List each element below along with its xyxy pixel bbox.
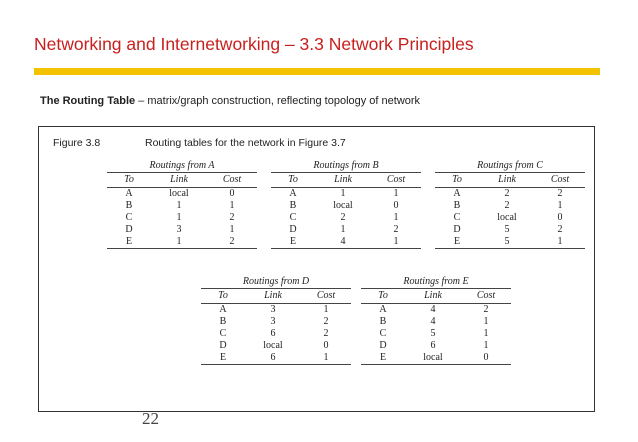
table-header-row [361, 289, 511, 304]
cell-cost: 1 [483, 340, 489, 351]
table-row [201, 352, 351, 365]
cell-link: 3 [176, 224, 182, 235]
cell-link: local [263, 340, 283, 351]
cell-cost: 1 [557, 236, 563, 247]
table-row [271, 224, 421, 236]
cell-cost: 2 [393, 224, 399, 235]
table-title: Routings from B [271, 159, 421, 173]
cell-to: E [219, 352, 227, 363]
cell-link: 1 [176, 236, 182, 247]
figure-label: Figure 3.8 [53, 137, 101, 149]
cell-to: D [125, 224, 133, 235]
cell-link: 4 [430, 316, 436, 327]
header-link: Link [170, 174, 188, 185]
table-row [361, 316, 511, 328]
cell-cost: 1 [393, 188, 399, 199]
table-row [201, 340, 351, 352]
header-cost: Cost [222, 174, 242, 185]
cell-cost: 2 [229, 236, 235, 247]
table-row [201, 316, 351, 328]
header-to: To [378, 290, 388, 301]
cell-cost: 1 [229, 200, 235, 211]
cell-cost: 0 [229, 188, 235, 199]
cell-to: B [219, 316, 227, 327]
cell-to: B [125, 200, 133, 211]
cell-link: 2 [504, 188, 510, 199]
table-row [107, 236, 257, 249]
cell-cost: 1 [557, 200, 563, 211]
cell-cost: 2 [483, 304, 489, 315]
routing-table-a [107, 159, 257, 249]
table-row [361, 352, 511, 365]
cell-link: 3 [270, 304, 276, 315]
table-header-row [201, 289, 351, 304]
cell-to: B [289, 200, 297, 211]
cell-link: 6 [270, 328, 276, 339]
header-cost: Cost [550, 174, 570, 185]
cell-to: E [125, 236, 133, 247]
cell-to: E [379, 352, 387, 363]
cell-cost: 1 [393, 212, 399, 223]
cell-cost: 1 [393, 236, 399, 247]
table-row [361, 340, 511, 352]
cell-link: local [169, 188, 189, 199]
cell-cost: 1 [483, 316, 489, 327]
cell-link: local [333, 200, 353, 211]
table-row [435, 188, 585, 200]
table-row [435, 212, 585, 224]
table-title: Routings from D [201, 275, 351, 289]
subtitle-description: – matrix/graph construction, reflecting topology of network [135, 95, 421, 107]
cell-cost: 0 [323, 340, 329, 351]
cell-link: 6 [270, 352, 276, 363]
cell-to: A [289, 188, 297, 199]
header-cost: Cost [476, 290, 496, 301]
table-title: Routings from E [361, 275, 511, 289]
cell-link: 1 [340, 224, 346, 235]
header-link: Link [424, 290, 442, 301]
table-header-row [107, 173, 257, 188]
cell-to: C [453, 212, 461, 223]
cell-to: D [219, 340, 227, 351]
table-row [435, 236, 585, 249]
page-number: 22 [142, 409, 159, 424]
cell-to: A [125, 188, 133, 199]
cell-cost: 1 [323, 304, 329, 315]
header-cost: Cost [386, 174, 406, 185]
table-row [201, 328, 351, 340]
table-title: Routings from A [107, 159, 257, 173]
header-cost: Cost [316, 290, 336, 301]
cell-cost: 2 [229, 212, 235, 223]
cell-link: 4 [340, 236, 346, 247]
header-to: To [452, 174, 462, 185]
table-title: Routings from C [435, 159, 585, 173]
cell-to: E [289, 236, 297, 247]
table-header-row [271, 173, 421, 188]
table-row [201, 304, 351, 316]
cell-cost: 0 [393, 200, 399, 211]
cell-to: A [453, 188, 461, 199]
cell-cost: 2 [323, 328, 329, 339]
routing-table-c [435, 159, 585, 249]
cell-link: 1 [340, 188, 346, 199]
header-to: To [288, 174, 298, 185]
cell-to: D [453, 224, 461, 235]
cell-cost: 1 [229, 224, 235, 235]
cell-cost: 2 [557, 188, 563, 199]
table-row [435, 224, 585, 236]
table-row [107, 200, 257, 212]
cell-link: 5 [504, 224, 510, 235]
cell-to: C [379, 328, 387, 339]
header-to: To [218, 290, 228, 301]
cell-cost: 1 [483, 328, 489, 339]
cell-cost: 2 [323, 316, 329, 327]
cell-link: 5 [504, 236, 510, 247]
cell-to: D [289, 224, 297, 235]
table-row [271, 188, 421, 200]
routing-table-d [201, 275, 351, 365]
cell-to: A [379, 304, 387, 315]
slide-subtitle [40, 95, 420, 107]
header-link: Link [264, 290, 282, 301]
cell-to: B [379, 316, 387, 327]
cell-link: 5 [430, 328, 436, 339]
cell-link: local [423, 352, 443, 363]
cell-to: D [379, 340, 387, 351]
table-row [361, 304, 511, 316]
cell-to: B [453, 200, 461, 211]
slide-title: Networking and Internetworking – 3.3 Network Principles [34, 34, 474, 54]
cell-cost: 0 [483, 352, 489, 363]
table-row [361, 328, 511, 340]
table-row [271, 236, 421, 249]
table-row [271, 200, 421, 212]
figure-caption [53, 137, 346, 149]
cell-to: C [289, 212, 297, 223]
cell-link: 6 [430, 340, 436, 351]
routing-table-e [361, 275, 511, 365]
cell-cost: 1 [323, 352, 329, 363]
header-to: To [124, 174, 134, 185]
title-underline-bar [34, 68, 600, 75]
table-row [107, 224, 257, 236]
routing-table-b [271, 159, 421, 249]
routing-tables-figure [38, 126, 595, 412]
cell-cost: 0 [557, 212, 563, 223]
table-row [107, 188, 257, 200]
table-row [107, 212, 257, 224]
header-link: Link [498, 174, 516, 185]
cell-link: local [497, 212, 517, 223]
cell-to: C [219, 328, 227, 339]
cell-link: 2 [504, 200, 510, 211]
table-row [435, 200, 585, 212]
table-row [271, 212, 421, 224]
header-link: Link [334, 174, 352, 185]
cell-link: 1 [176, 200, 182, 211]
cell-to: E [453, 236, 461, 247]
cell-link: 2 [340, 212, 346, 223]
cell-to: A [219, 304, 227, 315]
figure-caption-text: Routing tables for the network in Figure 3.7 [145, 137, 346, 149]
table-header-row [435, 173, 585, 188]
cell-link: 3 [270, 316, 276, 327]
cell-to: C [125, 212, 133, 223]
cell-link: 1 [176, 212, 182, 223]
cell-link: 4 [430, 304, 436, 315]
cell-cost: 2 [557, 224, 563, 235]
subtitle-heading: The Routing Table [40, 95, 136, 107]
